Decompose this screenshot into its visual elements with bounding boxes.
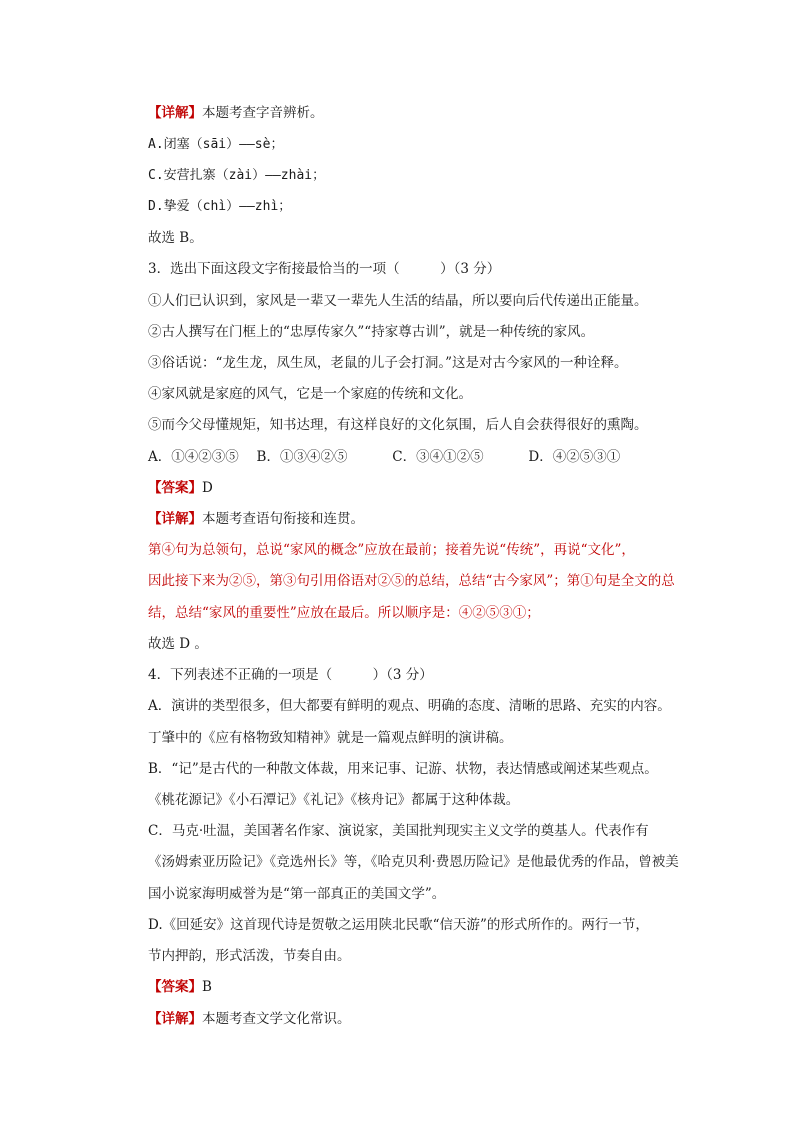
q4-option-d-line1: D.《回延安》这首现代诗是贺敬之运用陕北民歌“信天游”的形式所作的。两行一节， xyxy=(148,917,649,933)
q3-answer-value: D xyxy=(202,480,213,496)
q2-choose: 故选 B。 xyxy=(148,230,203,246)
q3-explanation-1: 第④句为总领句，总说“家风的概念”应放在最前；接着先说“传统”，再说“文化”， xyxy=(148,542,635,558)
q4-option-a-line2: 丁肇中的《应有格物致知精神》就是一篇观点鲜明的演讲稿。 xyxy=(148,730,513,746)
q2-analysis-label: 【详解】 xyxy=(148,105,202,121)
q3-sentence-4: ④家风就是家庭的风气，它是一个家庭的传统和文化。 xyxy=(148,386,472,402)
q4-answer-label: 【答案】 xyxy=(148,979,202,995)
q4-option-b-line2: 《桃花源记》《小石潭记》《礼记》《核舟记》都属于这种体裁。 xyxy=(148,792,520,808)
q3-sentence-2: ②古人撰写在门框上的“忠厚传家久”“持家尊古训”，就是一种传统的家风。 xyxy=(148,324,595,340)
q3-analysis-text: 本题考查语句衔接和连贯。 xyxy=(202,511,364,527)
q4-option-c-line3: 国小说家海明威誉为是“第一部真正的美国文学”。 xyxy=(148,886,446,902)
q4-option-d-line2: 节内押韵，形式活泼，节奏自由。 xyxy=(148,948,351,964)
q4-option-c-line1: C．马克·吐温，美国著名作家、演说家，美国批判现实主义文学的奠基人。代表作有 xyxy=(148,823,649,839)
q4-analysis-text: 本题考查文学文化常识。 xyxy=(202,1011,351,1027)
q3-options: A．①④②③⑤ B．①③④②⑤ C．③④①②⑤ D．④②⑤③① xyxy=(148,449,621,465)
q3-explanation-2: 因此接下来为②⑤，第③句引用俗语对②⑤的总结，总结“古今家风”；第①句是全文的总 xyxy=(148,573,675,589)
q3-sentence-3: ③俗话说：“龙生龙，凤生凤，老鼠的儿子会打洞。”这是对古今家风的一种诠释。 xyxy=(148,355,628,371)
q4-stem: 4．下列表述不正确的一项是（ ）（3 分） xyxy=(148,667,433,683)
q4-answer xyxy=(148,978,212,996)
q4-option-b-line1: B．“记”是古代的一种散文体裁，用来记事、记游、状物，表达情感或阐述某些观点。 xyxy=(148,761,658,777)
q4-option-c-line2: 《汤姆索亚历险记》《竞选州长》等，《哈克贝利·费恩历险记》是他最优秀的作品，曾被美 xyxy=(148,854,679,870)
q2-option-c: C.安营扎寨（zài）——zhài； xyxy=(148,168,326,183)
q3-answer xyxy=(148,479,213,497)
q3-analysis xyxy=(148,510,364,528)
q2-option-d: D.挚爱（chì）——zhì； xyxy=(148,199,292,214)
q3-stem: 3．选出下面这段文字衔接最恰当的一项（ ）（3 分） xyxy=(148,261,501,277)
q3-sentence-5: ⑤而今父母懂规矩，知书达理，有这样良好的文化氛围，后人自会获得很好的熏陶。 xyxy=(148,417,648,433)
q2-analysis-text: 本题考查字音辨析。 xyxy=(202,105,324,121)
q2-analysis xyxy=(148,104,324,122)
q3-choose: 故选 D 。 xyxy=(148,636,208,652)
q4-answer-value: B xyxy=(202,979,212,995)
q2-option-a: A.闭塞（sāi）——sè； xyxy=(148,137,284,152)
q3-sentence-1: ①人们已认识到，家风是一辈又一辈先人生活的结晶，所以要向后代传递出正能量。 xyxy=(148,293,648,309)
q4-option-a-line1: A．演讲的类型很多，但大都要有鲜明的观点、明确的态度、清晰的思路、充实的内容。 xyxy=(148,698,671,714)
q3-analysis-label: 【详解】 xyxy=(148,511,202,527)
q3-explanation-3: 结，总结“家风的重要性”应放在最后。所以顺序是：④②⑤③①； xyxy=(148,605,540,621)
q4-analysis-label: 【详解】 xyxy=(148,1011,202,1027)
q3-answer-label: 【答案】 xyxy=(148,480,202,496)
q4-analysis xyxy=(148,1010,351,1028)
